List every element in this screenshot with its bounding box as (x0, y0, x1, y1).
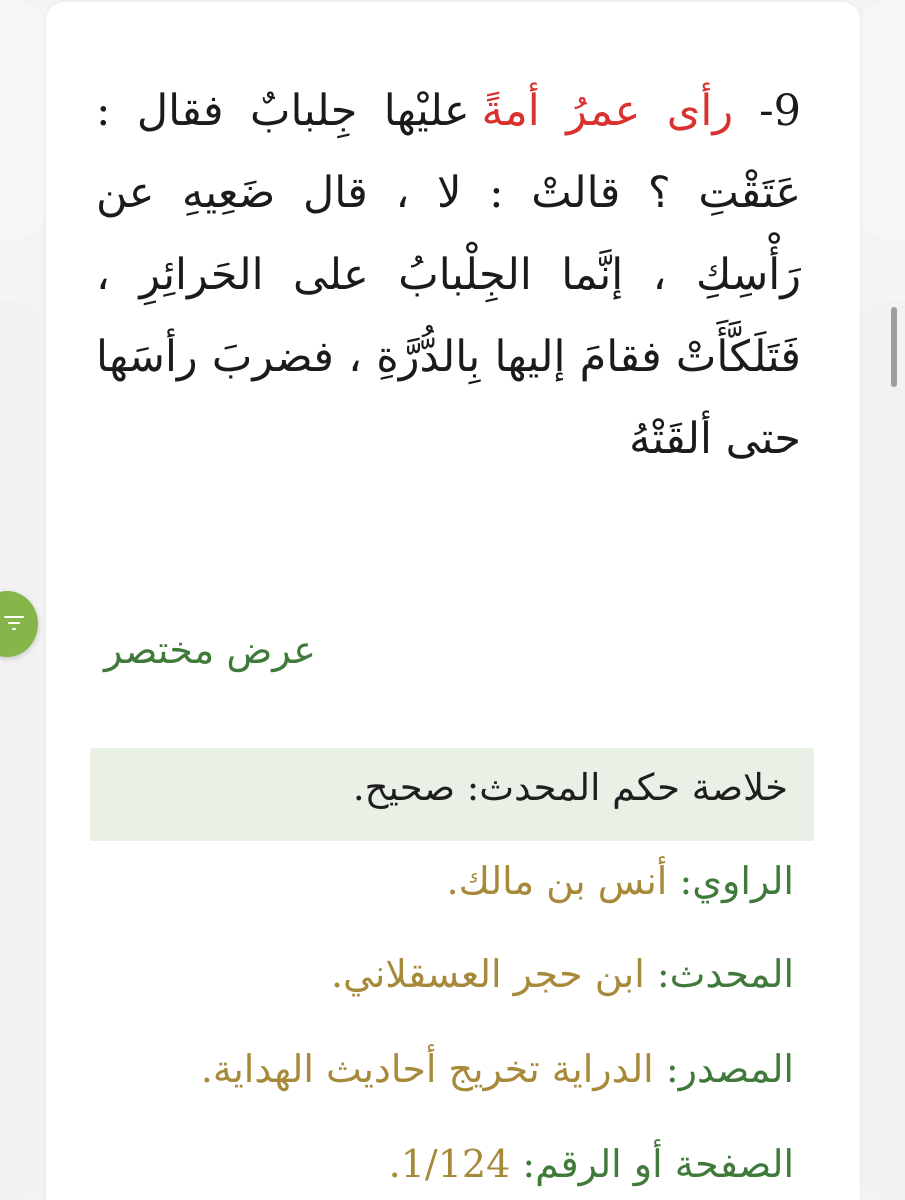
background-card (0, 300, 50, 1200)
background-card (855, 300, 905, 1200)
hadith-number: 9- (759, 86, 802, 136)
verdict-box (90, 748, 814, 841)
hadith-highlight: رأى عمرُ أمةً (481, 86, 734, 136)
page-number-line (90, 1140, 794, 1188)
page-number-value: 1/124. (388, 1142, 511, 1186)
scrollbar[interactable] (891, 307, 897, 387)
muhaddith-line (90, 950, 794, 998)
source-value[interactable]: الدراية تخريج أحاديث الهداية. (200, 1047, 654, 1091)
background-card (855, 0, 905, 240)
narrator-line (90, 857, 794, 905)
filter-icon (4, 616, 24, 630)
verdict-value: صحيح. (352, 766, 456, 809)
verdict-label: خلاصة حكم المحدث: (466, 766, 788, 809)
narrator-value[interactable]: أنس بن مالك. (446, 859, 668, 903)
muhaddith-label: المحدث: (656, 952, 794, 996)
page-number-label: الصفحة أو الرقم: (522, 1142, 794, 1186)
hadith-body: عليْها جِلبابٌ فقال : عَتَقْتِ ؟ قالتْ : لا ، قال ضَعِيهِ عن رَأْسِكِ ، إنَّما الجِلْبابُ على الحَرائِرِ ، فَتَلَكَّأَتْ فقامَ إليها بِالدُّرَّةِ ، فضربَ رأسَها حتى ألقَتْهُ (96, 86, 801, 464)
source-label: المصدر: (665, 1047, 794, 1091)
hadith-text (96, 70, 801, 480)
background-card (0, 0, 50, 240)
short-view-link[interactable]: عرض مختصر (104, 628, 316, 672)
source-line (90, 1045, 794, 1093)
narrator-label: الراوي: (679, 859, 794, 903)
muhaddith-value[interactable]: ابن حجر العسقلاني. (330, 952, 645, 996)
